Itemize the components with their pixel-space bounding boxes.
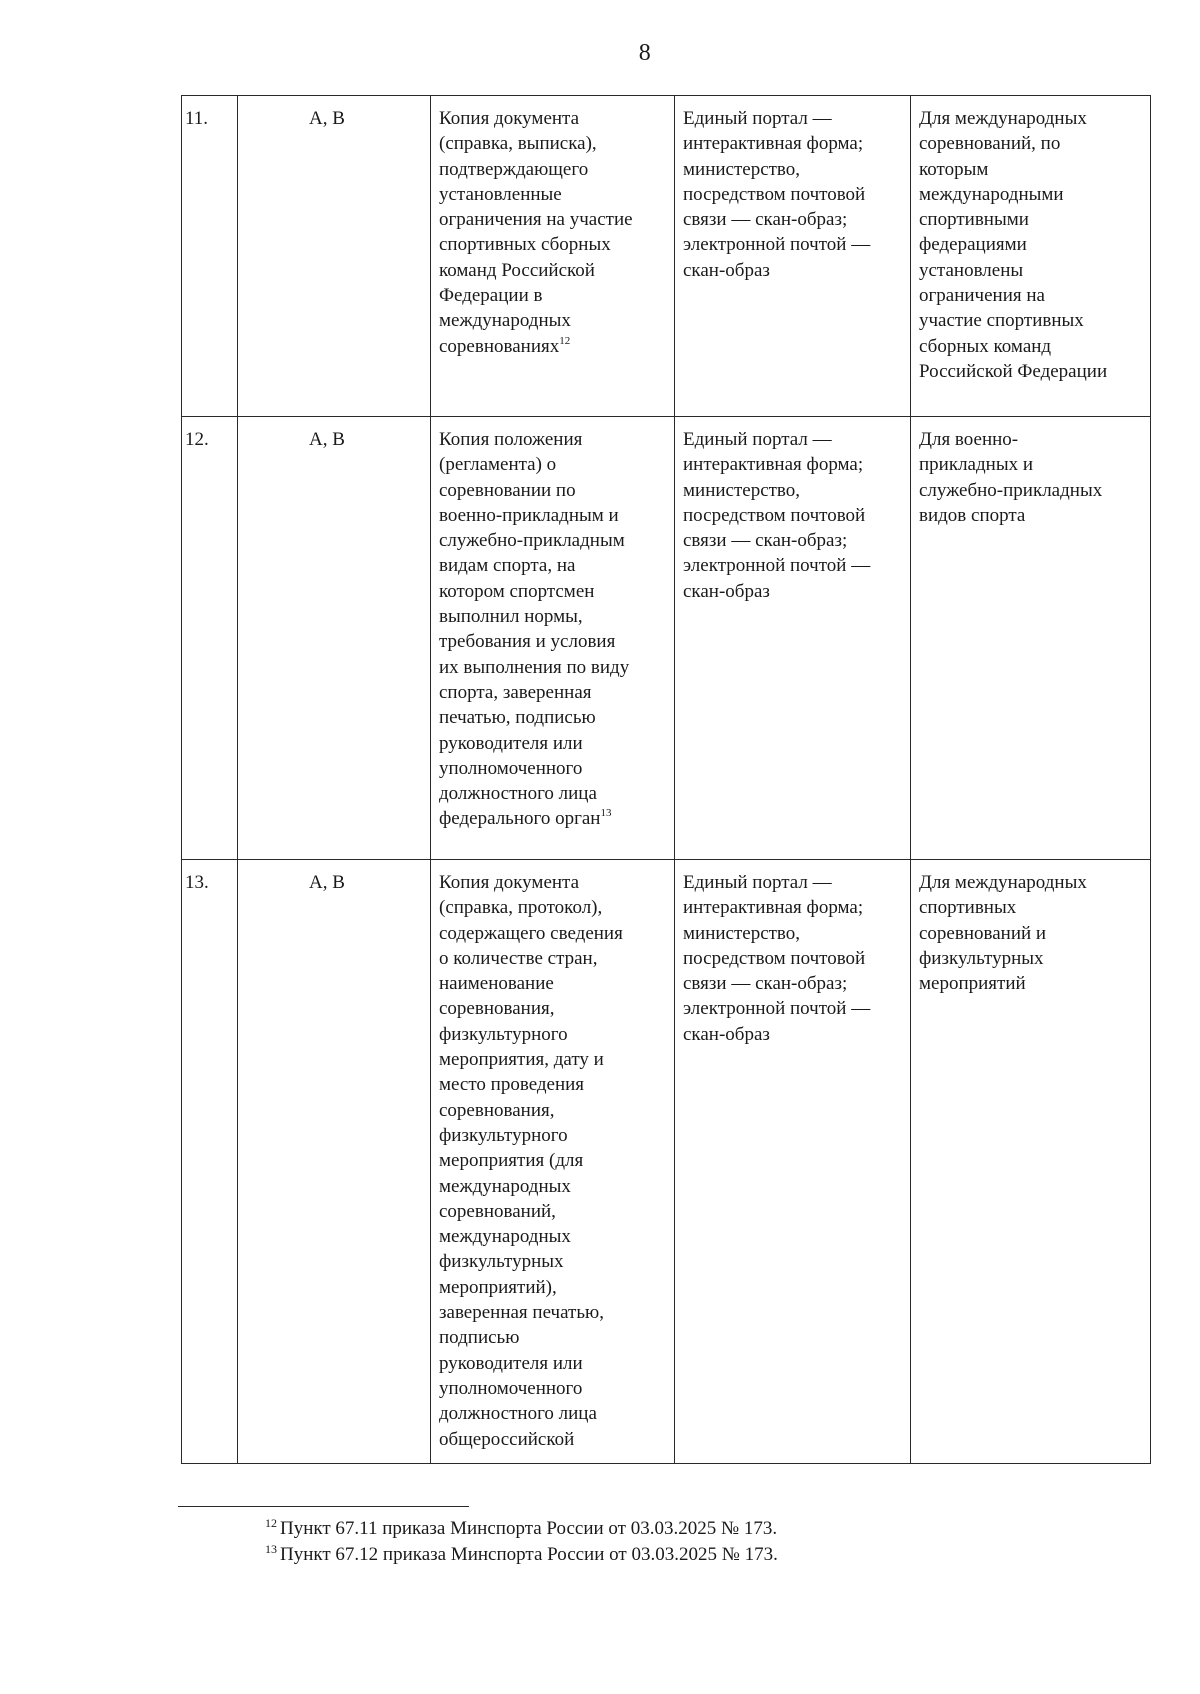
- row-category: А, В: [238, 860, 431, 1464]
- footnote: [265, 1516, 778, 1542]
- row-document-text: Копия документа (справка, выписка), подтверждающего установленные ограничения на участие спортивных сборных команд Российской Федерации в международных соревнованиях: [439, 108, 633, 357]
- footnote-text: Пункт 67.11 приказа Минспорта России от 03.03.2025 № 173.: [280, 1518, 778, 1539]
- row-submission-method: Единый портал — интерактивная форма; министерство, посредством почтовой связи — скан-образ; электронной почтой — скан-образ: [675, 860, 911, 1464]
- documents-table: [181, 95, 1151, 1464]
- row-document: [431, 96, 675, 417]
- footnote-reference: 12: [559, 334, 571, 347]
- row-category: А, В: [238, 417, 431, 860]
- footnote-reference: 13: [600, 807, 612, 820]
- page-number: 8: [638, 40, 652, 66]
- table-row: [182, 96, 1151, 417]
- row-note: Для международных соревнований, по которым международными спортивными федерациями установлены ограничения на участие спортивных сборных команд Российской Федерации: [911, 96, 1151, 417]
- row-document-text: Копия положения (регламента) о соревновании по военно-прикладным и служебно-прикладным видам спорта, на котором спортсмен выполнил нормы, требования и условия их выполнения по виду спорта, заверенная печатью, подписью руководителя или уполномоченного должностного лица федерального орган: [439, 429, 630, 830]
- footnote-mark: 13: [265, 1542, 277, 1556]
- table-row: [182, 860, 1151, 1464]
- row-document: [431, 417, 675, 860]
- footnote-mark: 12: [265, 1516, 277, 1530]
- row-number: 11.: [182, 96, 238, 417]
- footnote-separator: [178, 1506, 469, 1507]
- row-category: А, В: [238, 96, 431, 417]
- footnote: [265, 1542, 778, 1568]
- row-number: 12.: [182, 417, 238, 860]
- row-document-text: Копия документа (справка, протокол), содержащего сведения о количестве стран, наименование соревнования, физкультурного мероприятия, дату и место проведения соревнования, физкультурного мероприятия (для международных соревнований, международных физкультурных мероприятий), заверенная печатью, подписью руководителя или уполномоченного должностного лица общероссийской: [439, 872, 623, 1450]
- row-submission-method: Единый портал — интерактивная форма; министерство, посредством почтовой связи — скан-образ; электронной почтой — скан-образ: [675, 96, 911, 417]
- footnotes: [265, 1516, 778, 1568]
- table-row: [182, 417, 1151, 860]
- row-note: Для военно- прикладных и служебно-прикладных видов спорта: [911, 417, 1151, 860]
- row-number: 13.: [182, 860, 238, 1464]
- footnote-text: Пункт 67.12 приказа Минспорта России от 03.03.2025 № 173.: [280, 1544, 778, 1565]
- row-document: [431, 860, 675, 1464]
- row-submission-method: Единый портал — интерактивная форма; министерство, посредством почтовой связи — скан-образ; электронной почтой — скан-образ: [675, 417, 911, 860]
- row-note: Для международных спортивных соревнований и физкультурных мероприятий: [911, 860, 1151, 1464]
